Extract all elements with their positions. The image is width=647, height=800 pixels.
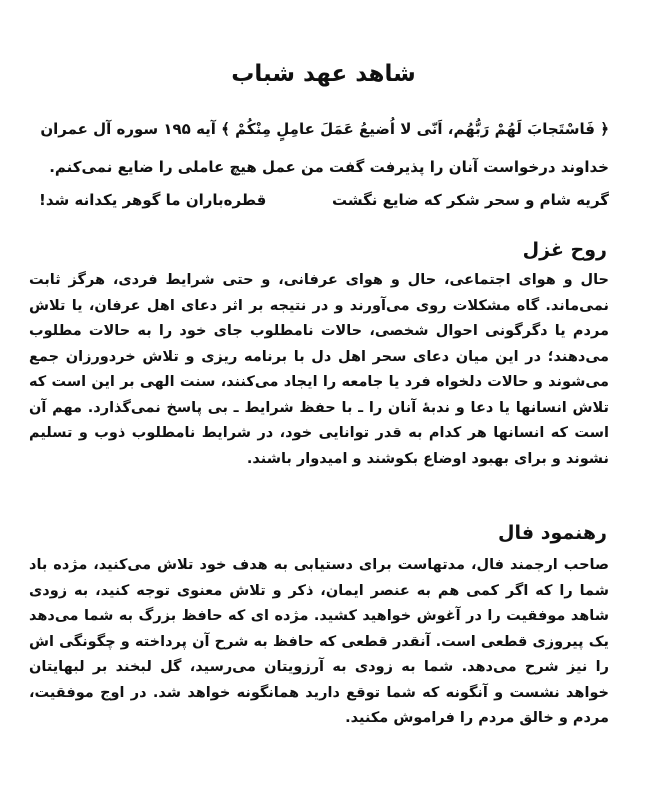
page-title: شاهد عهد شباب [231, 61, 416, 87]
section-heading-rahnemud-fal: رهنمود فال [498, 522, 607, 544]
quran-verse: ﴿ فَاسْتَجابَ لَهُمْ رَبُّهُم، اَنّی لا اُضیعُ عَمَلَ عامِلٍ مِنْکُمْ ﴾ آیه ۱۹۵ سوره آل عمران [40, 120, 609, 138]
verse-translation: خداوند درخواست آنان را پذیرفت گفت من عمل هیچ عاملی را ضایع نمی‌کنم. [49, 158, 609, 176]
section-body-ruh-ghazal: حال و هوای اجتماعی، حال و هوای عرفانی، و حتی شرایط فردی، هرگز ثابت نمی‌ماند. گاه مشکلات روی می‌آورند و در نتیجه بر اثر دعای اهل عرفان، یا تلاش مردم یا دگرگونی احوال شخصی، حالات نامطلوب جای خود را به حالات مطلوب می‌دهند؛ در این میان دعای سحر اهل دل با برنامه ریزی و تلاش خردورزان جمع می‌شوند و حالات دلخواه فرد یا جامعه را ایجاد می‌کنند، سنت الهی بر این است که تلاش انسانها یا دعا و ندبهٔ آنان را ـ با حفظ شرایط ـ بی پاسخ نمی‌گذارد. مهم آن است که انسانها هر کدام به قدر توانایی خود، در شرایط نامطلوب ذوب و تسلیم نشوند و برای بهبود اوضاع بکوشند و امیدوار باشند. [29, 272, 609, 467]
poem-first-hemistich: گریه شام و سحر شکر که ضایع نگشت [331, 191, 609, 209]
poem-couplet [29, 186, 609, 214]
section-body-rahnemud-fal: صاحب ارجمند فال، مدتهاست برای دستیابی به هدف خود تلاش می‌کنید، مژده باد شما را که اگر کمی هم به عنصر ایمان، ذکر و تلاش معنوی توجه کنید، به زودی شاهد موفقیت را در آغوش خواهید کشید. مژده ای که حافظ بزرگ به شما می‌دهد یک پیروزی قطعی است. آنقدر قطعی که حافظ به شرح آن پرداخته و چگونگی اش را نیز شرح می‌دهد. شما به زودی به آرزویتان می‌رسید، گل لبخند بر لبهایتان خواهد نشست و آنگونه که شما توقع دارید همانگونه خواهد شد. در اوج موفقیت، مردم و خالق مردم را فراموش مکنید. [29, 557, 609, 726]
section-heading-ruh-ghazal: روح غزل [522, 239, 607, 261]
poem-second-hemistich: قطره‌باران ما گوهر یکدانه شد! [39, 191, 267, 209]
